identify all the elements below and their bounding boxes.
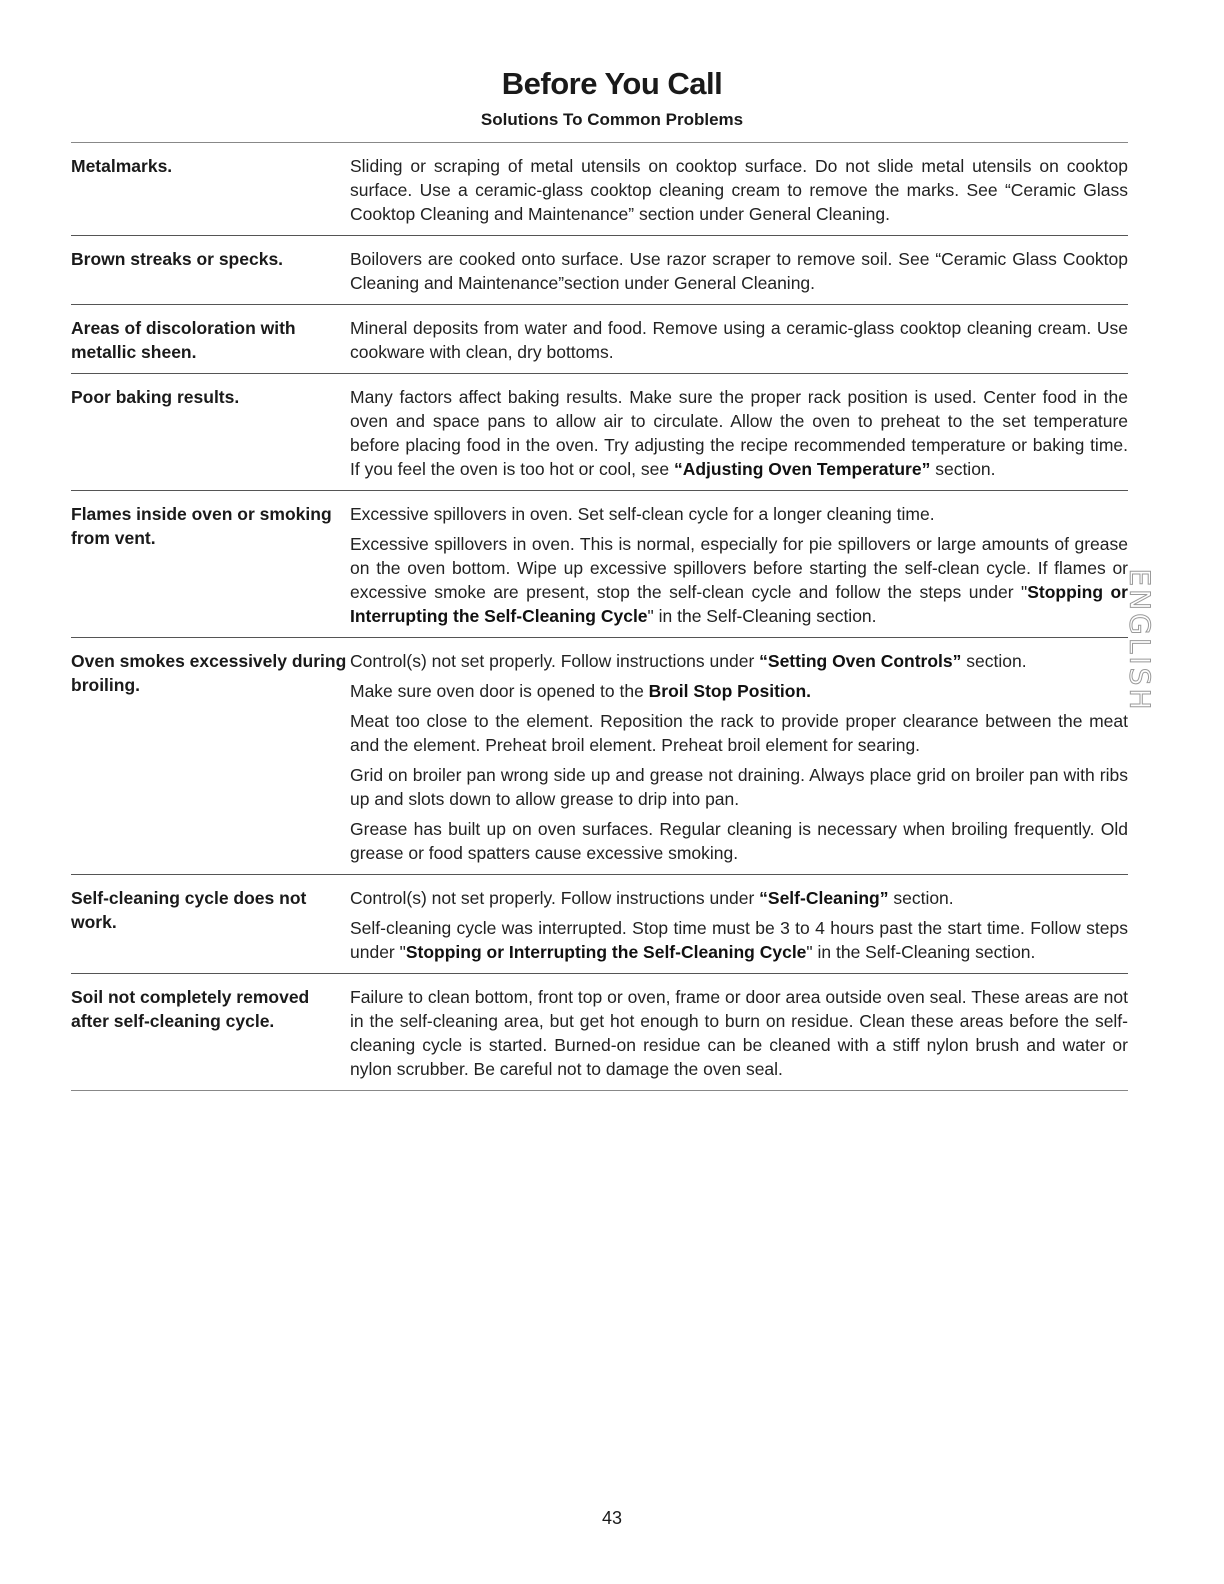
table-row: [71, 973, 1128, 1090]
solution-text: Excessive spillovers in oven. This is normal, especially for pie spillovers or large amounts of grease on the oven bottom. Wipe up excessive spillovers before starting the self-clean cycle. If flames or excessive smoke are present, stop the self-clean cycle and follow the steps under ": [350, 534, 1128, 602]
solution-paragraph: [350, 154, 1128, 226]
solution-list: [350, 385, 1128, 481]
solution-text: " in the Self-Cleaning section.: [647, 606, 877, 626]
table-row: [71, 235, 1128, 304]
solution-paragraph: [350, 502, 1128, 526]
solution-list: [350, 886, 1128, 964]
solution-paragraph: [350, 916, 1128, 964]
solution-list: [350, 985, 1128, 1081]
problem-label: Soil not completely removed after self-cleaning cycle.: [71, 987, 310, 1031]
table-row: [71, 304, 1128, 373]
solution-text: section.: [930, 459, 996, 479]
solution-paragraph: [350, 763, 1128, 811]
solution-text: Excessive spillovers in oven. Set self-clean cycle for a longer cleaning time.: [350, 504, 935, 524]
problem-label: Oven smokes excessively during broiling.: [71, 651, 347, 695]
table-row: [71, 874, 1128, 973]
solution-paragraph: [350, 649, 1128, 673]
solution-emphasis: “Adjusting Oven Temperature”: [673, 459, 931, 479]
problem-label: Areas of discoloration with metallic sheen.: [71, 318, 296, 362]
solution-list: [350, 316, 1128, 364]
page-number: 43: [601, 1508, 623, 1528]
solution-emphasis: Broil Stop Position.: [648, 681, 812, 701]
solution-paragraph: [350, 817, 1128, 865]
language-side-tab: [1118, 560, 1162, 720]
table-row: [71, 143, 1128, 235]
problem-label: Self-cleaning cycle does not work.: [71, 888, 307, 932]
solution-text: Grease has built up on oven surfaces. Regular cleaning is necessary when broiling frequently. Old grease or food spatters cause excessive smoking.: [350, 819, 1128, 863]
solution-list: [350, 502, 1128, 628]
solution-emphasis: Stopping or Interrupting the Self-Cleaning Cycle: [405, 942, 807, 962]
solution-list: [350, 247, 1128, 295]
solution-text: " in the Self-Cleaning section.: [806, 942, 1036, 962]
solution-paragraph: [350, 385, 1128, 481]
solution-emphasis: Stopping or Interrupting the Self-Cleaning Cycle: [350, 582, 1128, 626]
problem-label: Brown streaks or specks.: [71, 249, 284, 269]
solution-text: Control(s) not set properly. Follow instructions under: [350, 888, 760, 908]
solution-paragraph: [350, 985, 1128, 1081]
solution-paragraph: [350, 247, 1128, 295]
solution-paragraph: [350, 532, 1128, 628]
table-row: [71, 373, 1128, 490]
solution-text: section.: [888, 888, 954, 908]
solution-text: Self-cleaning cycle was interrupted. Stop time must be 3 to 4 hours past the start time. Follow steps under ": [350, 918, 1128, 962]
solution-paragraph: [350, 316, 1128, 364]
solution-text: Meat too close to the element. Reposition the rack to provide proper clearance between the meat and the element. Preheat broil element. Preheat broil element for searing.: [350, 711, 1128, 755]
page-subtitle: Solutions To Common Problems: [480, 110, 744, 129]
solution-text: Grid on broiler pan wrong side up and grease not draining. Always place grid on broiler pan with ribs up and slots down to allow grease to drip into pan.: [350, 765, 1128, 809]
solution-text: Make sure oven door is opened to the: [350, 681, 649, 701]
solution-text: Sliding or scraping of metal utensils on cooktop surface. Do not slide metal utensils on cooktop surface. Use a ceramic-glass cooktop cleaning cream to remove the marks. See “Ceramic Glass Cooktop Cleaning and Maintenance” section under General Cleaning.: [350, 156, 1128, 224]
solution-list: [350, 154, 1128, 226]
solution-list: [350, 649, 1128, 865]
language-tab-label: ENGLISH: [1123, 567, 1157, 713]
table-row: [71, 637, 1128, 874]
solution-emphasis: “Setting Oven Controls”: [759, 651, 962, 671]
solution-paragraph: [350, 709, 1128, 757]
table-row: [71, 490, 1128, 637]
solution-text: Boilovers are cooked onto surface. Use razor scraper to remove soil. See “Ceramic Glass Cooktop Cleaning and Maintenance”section under General Cleaning.: [350, 249, 1128, 293]
solution-text: Many factors affect baking results. Make sure the proper rack position is used. Center food in the oven and space pans to allow air to circulate. Allow the oven to preheat to the set temperature before placing food in the oven. Try adjusting the recipe recommended temperature or baking time. If you feel the oven is too hot or cool, see: [350, 387, 1128, 479]
page-title: Before You Call: [501, 66, 723, 101]
solution-text: Failure to clean bottom, front top or oven, frame or door area outside oven seal. These areas are not in the self-cleaning area, but get hot enough to burn on residue. Clean these areas before the self-cleaning cycle is started. Burned-on residue can be cleaned with a stiff nylon brush and water or nylon scrubber. Be careful not to damage the oven seal.: [350, 987, 1128, 1079]
solution-text: Control(s) not set properly. Follow instructions under: [350, 651, 760, 671]
problem-label: Poor baking results.: [71, 387, 240, 407]
troubleshooting-table: [71, 142, 1128, 1091]
solution-text: Mineral deposits from water and food. Remove using a ceramic-glass cooktop cleaning cream. Use cookware with clean, dry bottoms.: [350, 318, 1128, 362]
solution-paragraph: [350, 679, 1128, 703]
problem-label: Flames inside oven or smoking from vent.: [71, 504, 332, 548]
solution-emphasis: “Self-Cleaning”: [759, 888, 889, 908]
problem-label: Metalmarks.: [71, 156, 173, 176]
solution-paragraph: [350, 886, 1128, 910]
solution-text: section.: [961, 651, 1027, 671]
